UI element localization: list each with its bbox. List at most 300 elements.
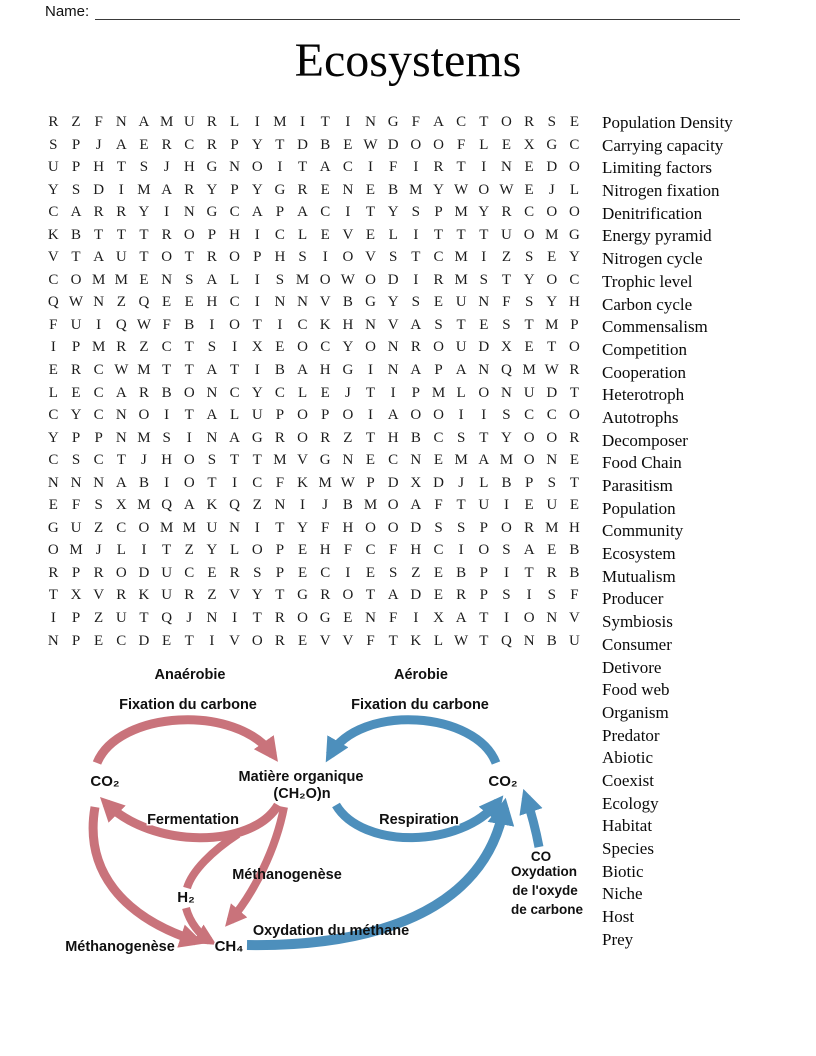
grid-letter: I xyxy=(481,407,487,424)
grid-letter: P xyxy=(434,204,443,221)
grid-letter: Z xyxy=(116,294,126,311)
grid-letter: Y xyxy=(387,204,399,221)
grid-letter: C xyxy=(161,339,172,356)
grid-letter: K xyxy=(138,587,150,604)
word-list-item: Community xyxy=(602,521,684,541)
grid-letter: C xyxy=(116,519,127,536)
grid-letter: A xyxy=(410,316,422,333)
grid-letter: E xyxy=(569,497,579,514)
grid-letter: Z xyxy=(207,587,217,604)
grid-letter: E xyxy=(162,632,172,649)
word-list-item: Mutualism xyxy=(602,566,676,586)
grid-letter: R xyxy=(320,429,331,446)
grid-letter: I xyxy=(232,474,238,491)
grid-letter: E xyxy=(48,497,58,514)
grid-row xyxy=(42,246,586,269)
grid-letter: I xyxy=(50,339,56,356)
grid-letter: R xyxy=(138,384,149,401)
grid-letter: E xyxy=(524,181,534,198)
word-list-item: Ecology xyxy=(602,793,659,813)
grid-letter: R xyxy=(274,429,285,446)
grid-letter: R xyxy=(93,564,104,581)
grid-letter: T xyxy=(501,271,512,288)
grid-letter: A xyxy=(251,204,263,221)
grid-letter: H xyxy=(569,294,580,311)
grid-letter: N xyxy=(546,610,558,627)
grid-letter: O xyxy=(115,564,127,581)
grid-letter: B xyxy=(569,542,580,559)
grid-letter: S xyxy=(502,587,511,604)
grid-letter: G xyxy=(342,362,354,379)
grid-letter: E xyxy=(162,294,172,311)
grid-letter: D xyxy=(138,564,150,581)
grid-letter: T xyxy=(184,339,194,356)
grid-letter: A xyxy=(229,429,240,446)
grid-letter: T xyxy=(184,249,194,266)
grid-letter: S xyxy=(49,136,58,153)
grid-letter: S xyxy=(547,474,556,491)
grid-letter: V xyxy=(319,632,331,649)
co2-right-label: CO₂ xyxy=(488,773,518,790)
grid-letter: D xyxy=(433,474,444,491)
grid-row xyxy=(42,584,586,607)
word-list-item: Predator xyxy=(602,725,660,745)
grid-letter: G xyxy=(47,519,59,536)
grid-letter: T xyxy=(116,159,126,176)
grid-letter: A xyxy=(410,497,422,514)
grid-letter: W xyxy=(363,136,378,153)
grid-letter: X xyxy=(433,610,444,627)
grid-letter: T xyxy=(139,249,149,266)
grid-letter: D xyxy=(410,519,422,536)
grid-letter: Q xyxy=(501,362,512,379)
grid-letter: O xyxy=(569,407,580,424)
grid-letter: I xyxy=(300,497,306,514)
grid-letter: G xyxy=(569,226,580,243)
grid-letter: I xyxy=(345,204,351,221)
grid-row xyxy=(42,404,586,427)
grid-letter: T xyxy=(569,384,579,401)
grid-letter: T xyxy=(275,136,285,153)
grid-letter: O xyxy=(342,587,354,604)
grid-letter: S xyxy=(479,271,488,288)
grid-letter: O xyxy=(251,632,263,649)
grid-letter: E xyxy=(569,452,579,469)
grid-letter: A xyxy=(478,452,490,469)
grid-letter: Y xyxy=(251,384,263,401)
word-list-item: Nitrogen cycle xyxy=(602,249,703,269)
grid-letter: I xyxy=(390,384,396,401)
word-list-item: Prey xyxy=(602,929,634,949)
grid-letter: E xyxy=(275,339,285,356)
grid-letter: P xyxy=(275,407,285,424)
grid-letter: T xyxy=(229,362,240,379)
grid-letter: E xyxy=(479,316,489,333)
grid-letter: H xyxy=(319,542,331,559)
grid-row xyxy=(42,314,586,337)
grid-letter: Y xyxy=(138,204,150,221)
grid-letter: T xyxy=(116,226,126,243)
grid-letter: J xyxy=(322,497,329,514)
grid-letter: F xyxy=(411,114,420,130)
grid-letter: W xyxy=(114,362,129,379)
grid-letter: X xyxy=(410,474,422,491)
grid-letter: P xyxy=(71,159,81,176)
grid-letter: T xyxy=(184,632,194,649)
grid-letter: O xyxy=(546,204,558,221)
grid-letter: D xyxy=(138,632,150,649)
respiration-label: Respiration xyxy=(379,812,459,828)
grid-letter: T xyxy=(479,114,489,130)
grid-letter: T xyxy=(569,474,579,491)
word-search-grid xyxy=(42,111,586,652)
grid-letter: C xyxy=(48,204,59,221)
grid-letter: P xyxy=(230,136,239,153)
grid-letter: O xyxy=(546,429,558,446)
grid-letter: Y xyxy=(569,249,580,266)
grid-letter: I xyxy=(118,181,124,198)
grid-letter: T xyxy=(456,316,466,333)
grid-letter: E xyxy=(320,226,330,243)
grid-letter: Y xyxy=(523,271,535,288)
grid-letter: H xyxy=(183,159,195,176)
grid-row xyxy=(42,201,586,224)
grid-letter: U xyxy=(70,316,82,333)
grid-letter: T xyxy=(252,452,262,469)
grid-letter: S xyxy=(411,294,420,311)
word-list-item: Denitrification xyxy=(602,203,703,223)
grid-letter: T xyxy=(94,226,104,243)
grid-letter: P xyxy=(275,542,285,559)
grid-letter: L xyxy=(479,136,489,153)
grid-letter: N xyxy=(115,114,127,130)
grid-letter: P xyxy=(71,610,81,627)
grid-letter: R xyxy=(410,339,421,356)
word-list-item: Biotic xyxy=(602,861,644,881)
word-list-item: Ecosystem xyxy=(602,544,676,564)
grid-letter: O xyxy=(297,610,308,627)
grid-letter: M xyxy=(91,271,106,288)
grid-letter: E xyxy=(524,339,534,356)
word-list-item: Habitat xyxy=(602,816,653,836)
grid-letter: W xyxy=(454,181,469,198)
grid-letter: C xyxy=(93,407,104,424)
grid-row xyxy=(42,359,586,382)
grid-letter: I xyxy=(209,632,215,649)
grid-letter: P xyxy=(570,316,579,333)
grid-letter: L xyxy=(433,632,444,649)
grid-letter: T xyxy=(524,564,534,581)
word-list-item: Cooperation xyxy=(602,362,687,382)
word-list-item: Food Chain xyxy=(602,453,682,473)
grid-letter: I xyxy=(345,114,351,130)
grid-letter: Z xyxy=(411,564,421,581)
grid-letter: N xyxy=(501,384,512,401)
grid-letter: I xyxy=(503,497,509,514)
grid-letter: D xyxy=(478,339,490,356)
grid-letter: P xyxy=(479,519,488,536)
grid-row xyxy=(42,427,586,450)
grid-letter: Y xyxy=(501,429,512,446)
grid-letter: N xyxy=(47,474,59,491)
grid-letter: P xyxy=(71,429,81,446)
grid-letter: T xyxy=(547,339,557,356)
grid-letter: U xyxy=(546,497,558,514)
grid-letter: T xyxy=(252,316,262,333)
grid-letter: B xyxy=(184,316,195,333)
grid-letter: A xyxy=(70,204,82,221)
grid-letter: E xyxy=(433,587,444,604)
grid-letter: V xyxy=(229,632,240,649)
grid-letter: I xyxy=(254,294,260,311)
grid-letter: P xyxy=(71,339,81,356)
grid-letter: I xyxy=(254,362,260,379)
grid-letter: Z xyxy=(139,339,149,356)
grid-letter: O xyxy=(569,339,580,356)
grid-row xyxy=(42,269,586,292)
grid-letter: E xyxy=(320,384,330,401)
organic-matter-line2: (CH₂O)n xyxy=(273,786,331,802)
grid-letter: C xyxy=(229,204,240,221)
grid-letter: S xyxy=(253,564,262,581)
grid-letter: T xyxy=(184,407,194,424)
grid-letter: N xyxy=(365,316,376,333)
word-list-item: Energy pyramid xyxy=(602,226,712,246)
grid-letter: C xyxy=(93,384,104,401)
h2-label: H₂ xyxy=(177,889,195,906)
grid-letter: T xyxy=(275,587,285,604)
name-label: Name: xyxy=(45,3,90,20)
grid-letter: N xyxy=(274,497,286,514)
grid-letter: P xyxy=(275,564,285,581)
grid-letter: P xyxy=(479,564,488,581)
grid-letter: L xyxy=(388,226,398,243)
grid-letter: J xyxy=(95,542,102,559)
grid-letter: M xyxy=(454,249,468,266)
grid-letter: I xyxy=(458,407,464,424)
grid-letter: B xyxy=(546,632,557,649)
grid-letter: I xyxy=(458,542,464,559)
fermentation-label: Fermentation xyxy=(147,812,239,828)
grid-letter: I xyxy=(413,271,419,288)
grid-letter: O xyxy=(433,339,444,356)
grid-letter: T xyxy=(433,226,444,243)
grid-letter: R xyxy=(433,159,444,176)
grid-letter: I xyxy=(254,519,260,536)
grid-letter: F xyxy=(456,136,466,153)
grid-letter: V xyxy=(342,632,354,649)
grid-letter: F xyxy=(502,294,511,311)
grid-letter: K xyxy=(297,474,308,491)
grid-letter: I xyxy=(481,249,487,266)
grid-letter: F xyxy=(321,519,330,536)
grid-letter: O xyxy=(229,249,240,266)
grid-letter: O xyxy=(183,226,195,243)
grid-letter: O xyxy=(342,249,354,266)
grid-letter: U xyxy=(115,610,127,627)
grid-letter: M xyxy=(431,384,446,401)
grid-letter: M xyxy=(545,519,559,536)
grid-letter: C xyxy=(524,204,535,221)
grid-letter: M xyxy=(114,271,128,288)
grid-letter: N xyxy=(365,114,376,130)
grid-letter: M xyxy=(69,542,83,559)
grid-letter: I xyxy=(209,316,215,333)
grid-letter: A xyxy=(387,407,399,424)
fixation-left-label: Fixation du carbone xyxy=(119,697,257,713)
grid-letter: V xyxy=(93,587,105,604)
grid-letter: P xyxy=(524,474,534,491)
grid-letter: X xyxy=(523,136,535,153)
word-list-item: Symbiosis xyxy=(602,612,673,632)
grid-letter: O xyxy=(365,271,376,288)
grid-letter: I xyxy=(164,474,170,491)
grid-letter: S xyxy=(502,407,511,424)
grid-letter: S xyxy=(502,316,511,333)
grid-letter: I xyxy=(232,610,238,627)
grid-letter: R xyxy=(206,136,217,153)
grid-letter: J xyxy=(95,136,102,153)
grid-letter: L xyxy=(116,542,126,559)
grid-letter: T xyxy=(320,114,330,130)
grid-letter: I xyxy=(503,610,509,627)
grid-letter: T xyxy=(252,610,262,627)
grid-letter: S xyxy=(524,294,534,311)
grid-letter: S xyxy=(411,204,420,221)
grid-letter: S xyxy=(162,429,171,446)
co-oxidation-line1: Oxydation xyxy=(510,864,578,879)
grid-letter: R xyxy=(297,181,308,198)
grid-letter: I xyxy=(254,114,260,130)
grid-letter: H xyxy=(342,519,354,536)
word-list-item: Coexist xyxy=(602,770,654,790)
grid-letter: N xyxy=(387,362,399,379)
grid-letter: D xyxy=(387,474,399,491)
grid-letter: O xyxy=(546,271,558,288)
grid-letter: G xyxy=(319,610,331,627)
grid-letter: M xyxy=(91,339,106,356)
grid-letter: P xyxy=(411,384,420,401)
grid-letter: L xyxy=(297,384,308,401)
grid-letter: C xyxy=(48,407,59,424)
grid-letter: S xyxy=(207,452,217,469)
grid-letter: M xyxy=(318,474,332,491)
word-list-item: Consumer xyxy=(602,634,672,654)
grid-letter: I xyxy=(277,159,283,176)
grid-letter: A xyxy=(433,114,444,130)
grid-letter: V xyxy=(297,452,308,469)
word-list-item: Population xyxy=(602,498,676,518)
grid-letter: M xyxy=(137,181,151,198)
grid-letter: B xyxy=(70,226,81,243)
grid-letter: N xyxy=(365,610,376,627)
grid-letter: G xyxy=(365,294,376,311)
grid-letter: N xyxy=(70,474,82,491)
grid-letter: M xyxy=(159,114,174,130)
grid-letter: F xyxy=(366,632,375,649)
grid-letter: J xyxy=(141,452,147,469)
grid-letter: L xyxy=(229,407,240,424)
grid-letter: B xyxy=(320,136,331,153)
grid-letter: B xyxy=(501,474,512,491)
grid-letter: S xyxy=(139,159,149,176)
grid-letter: W xyxy=(340,271,355,288)
grid-letter: O xyxy=(183,452,195,469)
grid-letter: A xyxy=(115,136,127,153)
grid-letter: B xyxy=(569,564,580,581)
grid-letter: M xyxy=(454,452,468,469)
grid-letter: A xyxy=(206,271,218,288)
grid-letter: U xyxy=(161,587,173,604)
grid-letter: R xyxy=(433,271,444,288)
grid-letter: O xyxy=(569,159,580,176)
grid-letter: Z xyxy=(252,497,262,514)
grid-letter: N xyxy=(161,271,173,288)
grid-letter: T xyxy=(479,429,489,446)
grid-letter: I xyxy=(50,610,56,627)
grid-letter: T xyxy=(116,452,126,469)
grid-letter: X xyxy=(70,587,82,604)
grid-letter: C xyxy=(252,474,263,491)
grid-letter: X xyxy=(501,339,512,356)
grid-letter: J xyxy=(458,474,465,491)
grid-letter: R xyxy=(274,632,285,649)
grid-letter: A xyxy=(455,362,467,379)
grid-letter: U xyxy=(206,519,218,536)
grid-letter: M xyxy=(273,114,287,130)
grid-letter: B xyxy=(274,362,285,379)
grid-letter: V xyxy=(229,587,240,604)
grid-letter: F xyxy=(49,316,58,333)
grid-letter: N xyxy=(546,452,558,469)
grid-letter: H xyxy=(274,249,286,266)
grid-row xyxy=(42,382,586,405)
word-list-item: Limiting factors xyxy=(602,158,713,178)
grid-letter: Y xyxy=(433,181,444,198)
grid-letter: O xyxy=(138,407,150,424)
grid-row xyxy=(42,607,586,630)
word-list-item: Food web xyxy=(602,680,670,700)
grid-letter: O xyxy=(365,519,376,536)
grid-letter: T xyxy=(365,204,376,221)
grid-letter: U xyxy=(455,294,467,311)
grid-letter: O xyxy=(523,452,535,469)
grid-letter: Z xyxy=(94,610,104,627)
grid-row xyxy=(42,449,586,472)
grid-letter: H xyxy=(206,294,218,311)
grid-letter: S xyxy=(185,271,194,288)
grid-letter: O xyxy=(433,136,444,153)
grid-letter: C xyxy=(320,564,331,581)
grid-letter: O xyxy=(387,497,399,514)
grid-letter: R xyxy=(161,136,172,153)
grid-letter: T xyxy=(388,632,398,649)
grid-letter: R xyxy=(93,204,104,221)
grid-letter: O xyxy=(569,204,580,221)
co2-left-label: CO₂ xyxy=(90,773,120,790)
grid-letter: N xyxy=(342,452,354,469)
grid-letter: T xyxy=(479,610,489,627)
grid-letter: Y xyxy=(47,181,59,198)
methane-oxidation-label: Oxydation du méthane xyxy=(252,923,410,939)
grid-letter: G xyxy=(297,587,308,604)
grid-letter: R xyxy=(206,249,217,266)
grid-letter: N xyxy=(523,632,535,649)
word-list-item: Autotrophs xyxy=(602,407,679,427)
grid-letter: A xyxy=(161,181,173,198)
grid-letter: I xyxy=(96,316,102,333)
grid-letter: V xyxy=(319,294,331,311)
